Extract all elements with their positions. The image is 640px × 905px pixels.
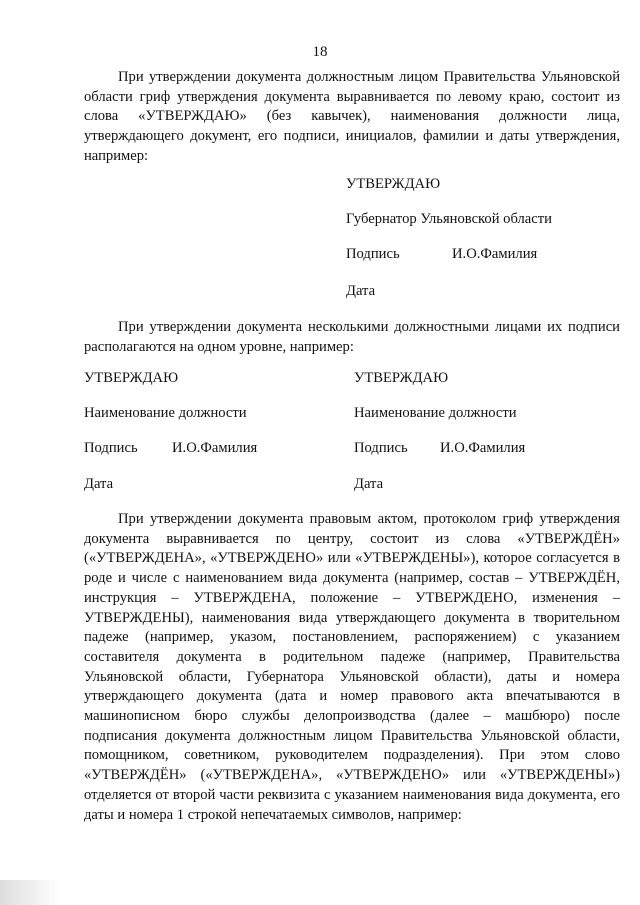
paragraph-legal-act-approval: При утверждении документа правовым актом, протоколом гриф утверждения документа выравнивается по центру, состоит из слова «УТВЕРЖДЁН» («УТВЕРЖДЕНА», «УТВЕРЖДЕНО» или «УТВЕРЖДЕНЫ»), которое согласуется в роде и числе с наименованием вида документа (например, состав – УТВЕРЖДЁН, инструкция – УТВЕРЖДЕНА, положение – УТВЕРЖДЕНО, изменения – УТВЕРЖДЕНЫ), наименования вида утверждающего документа в творительном падеже (например, указом, постановлением, распоряжением) с указанием составителя документа в родительном падеже (например, Правительства Ульяновской области, Губернатора Ульяновской области), даты и номера утверждающего документа (дата и номер правового акта впечатываются в машинописном бюро службы делопроизводства (далее – машбюро) после подписания документа должностным лицом Правительства Ульяновской области, помощником, советником, руководителем подразделения). При этом слово «УТВЕРЖДЁН» («УТВЕРЖДЕНА», «УТВЕРЖДЕНО» или «УТВЕРЖДЕНЫ») отделяется от второй части реквизита с указанием наименования вида документа, его даты и номера 1 строкой непечатаемых символов, например: — [84, 511, 620, 823]
signer-name: И.О.Фамилия — [440, 440, 526, 456]
scan-edge-artifact — [0, 880, 60, 905]
approve-word: УТВЕРЖДАЮ — [84, 370, 179, 386]
approve-word: УТВЕРЖДАЮ — [354, 370, 449, 386]
date-label: Дата — [354, 476, 384, 492]
date-label: Дата — [346, 283, 376, 299]
signature-label: Подпись — [354, 440, 408, 456]
approver-position: Губернатор Ульяновской области — [346, 211, 552, 227]
paragraph-multiple-approval: При утверждении документа несколькими должностными лицами их подписи располагаются на одном уровне, например: — [84, 319, 620, 355]
signature-label: Подпись — [84, 440, 138, 456]
approver-position: Наименование должности — [354, 405, 517, 421]
signer-name: И.О.Фамилия — [452, 246, 538, 262]
signer-name: И.О.Фамилия — [172, 440, 258, 456]
approver-position: Наименование должности — [84, 405, 247, 421]
date-label: Дата — [84, 476, 114, 492]
page-number: 18 — [312, 44, 328, 60]
signature-label: Подпись — [346, 246, 400, 262]
approve-word: УТВЕРЖДАЮ — [346, 176, 441, 192]
paragraph-single-approval: При утверждении документа должностным лицом Правительства Ульяновской области гриф утверждения документа выравнивается по левому краю, состоит из слова «УТВЕРЖДАЮ» (без кавычек), наименования должности лица, утверждающего документ, его подписи, инициалов, фамилии и даты утверждения, например: — [84, 69, 620, 164]
